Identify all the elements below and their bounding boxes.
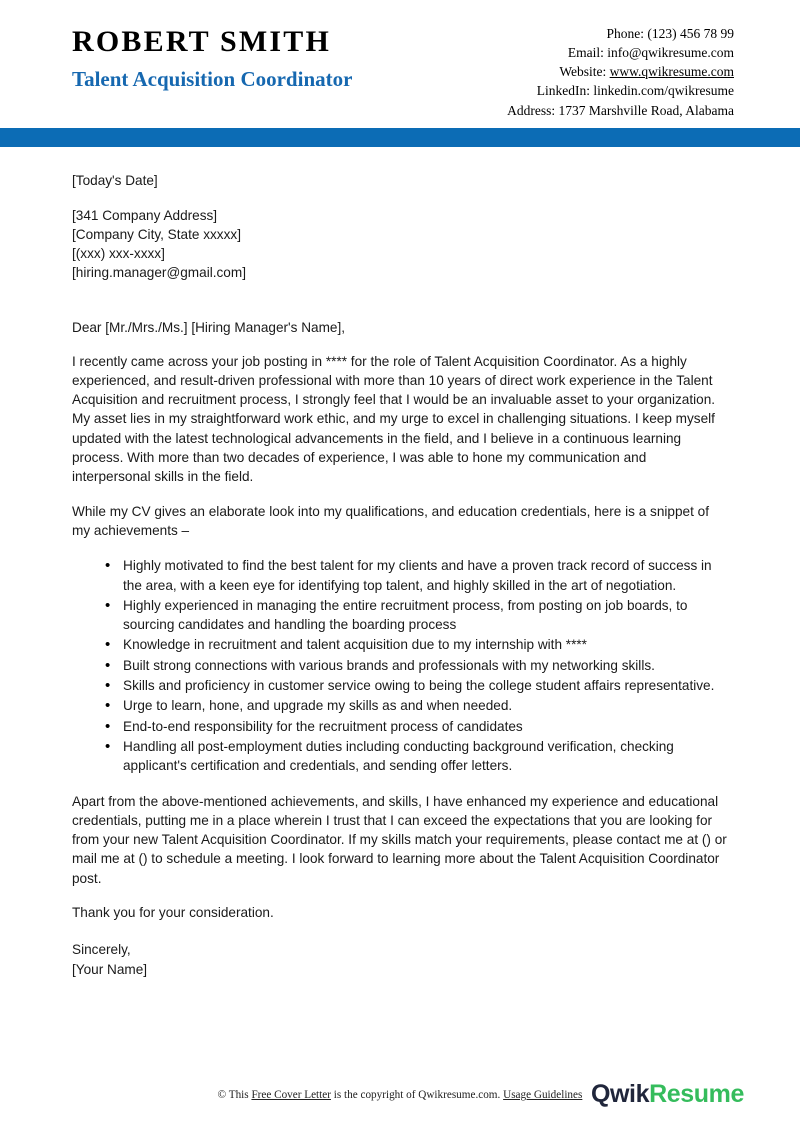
contact-address: Address: 1737 Marshville Road, Alabama	[507, 102, 734, 118]
contact-phone: Phone: (123) 456 78 99	[606, 26, 734, 41]
copyright-prefix: © This	[217, 1089, 252, 1101]
recipient-line: [hiring.manager@gmail.com]	[72, 264, 246, 280]
list-item: • Built strong connections with various brands and professionals with my networking skills.	[105, 656, 728, 675]
signoff-block	[72, 940, 728, 979]
thank-you-line: Thank you for your consideration.	[72, 905, 274, 921]
candidate-job-title: Talent Acquisition Coordinator	[72, 66, 353, 91]
contact-website-label: Website:	[559, 64, 610, 80]
body-paragraph-3: Apart from the above-mentioned achievements, and skills, I have enhanced my experience and educational credentials, putting me in a place wherein I trust that I can exceed the expectations that you are looking for from your new Talent Acquisition Coordinator. If my skills match your requirements, please contact me at () or mail me at () to schedule a meeting. I look forward to learning more about the Talent Acquisition Coordinator post.	[72, 793, 727, 886]
usage-guidelines-link[interactable]: Usage Guidelines	[503, 1089, 583, 1101]
list-item: • Highly motivated to find the best talent for my clients and have a proven track record of success in the area, with a keen eye for identifying top talent, and highly skilled in the art of negotiation.	[105, 556, 728, 595]
qwikresume-logo[interactable]	[591, 1080, 744, 1109]
closing-line: Sincerely,	[72, 942, 131, 958]
body-paragraph-2: While my CV gives an elaborate look into my qualifications, and education credentials, here is a snippet of my achievements –	[72, 503, 709, 538]
contact-email: Email: info@qwikresume.com	[567, 45, 734, 61]
recipient-line: [341 Company Address]	[72, 208, 218, 224]
list-item: • Skills and proficiency in customer service owing to being the college student affairs representative.	[105, 676, 728, 695]
list-item: • Urge to learn, hone, and upgrade my skills as and when needed.	[105, 696, 728, 715]
letter-date: [Today's Date]	[72, 173, 158, 188]
letter-header	[0, 0, 800, 128]
free-cover-letter-link[interactable]: Free Cover Letter	[251, 1089, 331, 1101]
recipient-line: [(xxx) xxx-xxxx]	[72, 245, 165, 261]
contact-website-link[interactable]: www.qwikresume.com	[609, 64, 734, 80]
accent-divider-bar	[0, 128, 800, 147]
copyright-middle: is the copyright of Qwikresume.com.	[330, 1089, 504, 1101]
logo-text-qwik: Qwik	[590, 1080, 650, 1108]
list-item: • Highly experienced in managing the entire recruitment process, from posting on job boards, to sourcing candidates and handling the boarding process	[105, 596, 728, 635]
salutation: Dear [Mr./Mrs./Ms.] [Hiring Manager's Name],	[72, 320, 346, 336]
letter-body	[0, 147, 800, 979]
recipient-address-block	[72, 207, 728, 282]
achievements-list	[72, 556, 728, 775]
contact-website	[507, 62, 734, 81]
list-item: • End-to-end responsibility for the recruitment process of candidates	[105, 717, 728, 736]
list-item: • Knowledge in recruitment and talent acquisition due to my internship with ****	[105, 635, 728, 654]
list-item: • Handling all post-employment duties including conducting background verification, checking applicant's certification and credentials, and sending offer letters.	[105, 737, 728, 776]
signature-placeholder: [Your Name]	[72, 961, 148, 977]
header-identity	[72, 22, 352, 93]
candidate-name: ROBERT SMITH	[72, 25, 332, 58]
contact-linkedin[interactable]: LinkedIn: linkedin.com/qwikresume	[536, 83, 734, 99]
body-paragraph-1: I recently came across your job posting in **** for the role of Talent Acquisition Coordinator. As a highly experienced, and result-driven professional with more than 10 years of direct work experience in the Talent Acquisition and recruitment process, I strongly feel that I would be an invaluable asset to your organization. My asset lies in my straightforward work ethic, and my urge to excel in challenging situations. I keep myself updated with the latest technological advancements in the field, and I believe in a continuous learning process. With more than two decades of experience, I was able to hone my communication and interpersonal skills in the field.	[72, 353, 716, 485]
contact-details	[507, 22, 734, 120]
copyright-notice	[218, 1089, 583, 1101]
logo-text-resume: Resume	[649, 1080, 744, 1108]
page-footer	[0, 1067, 800, 1123]
recipient-line: [Company City, State xxxxx]	[72, 227, 241, 243]
